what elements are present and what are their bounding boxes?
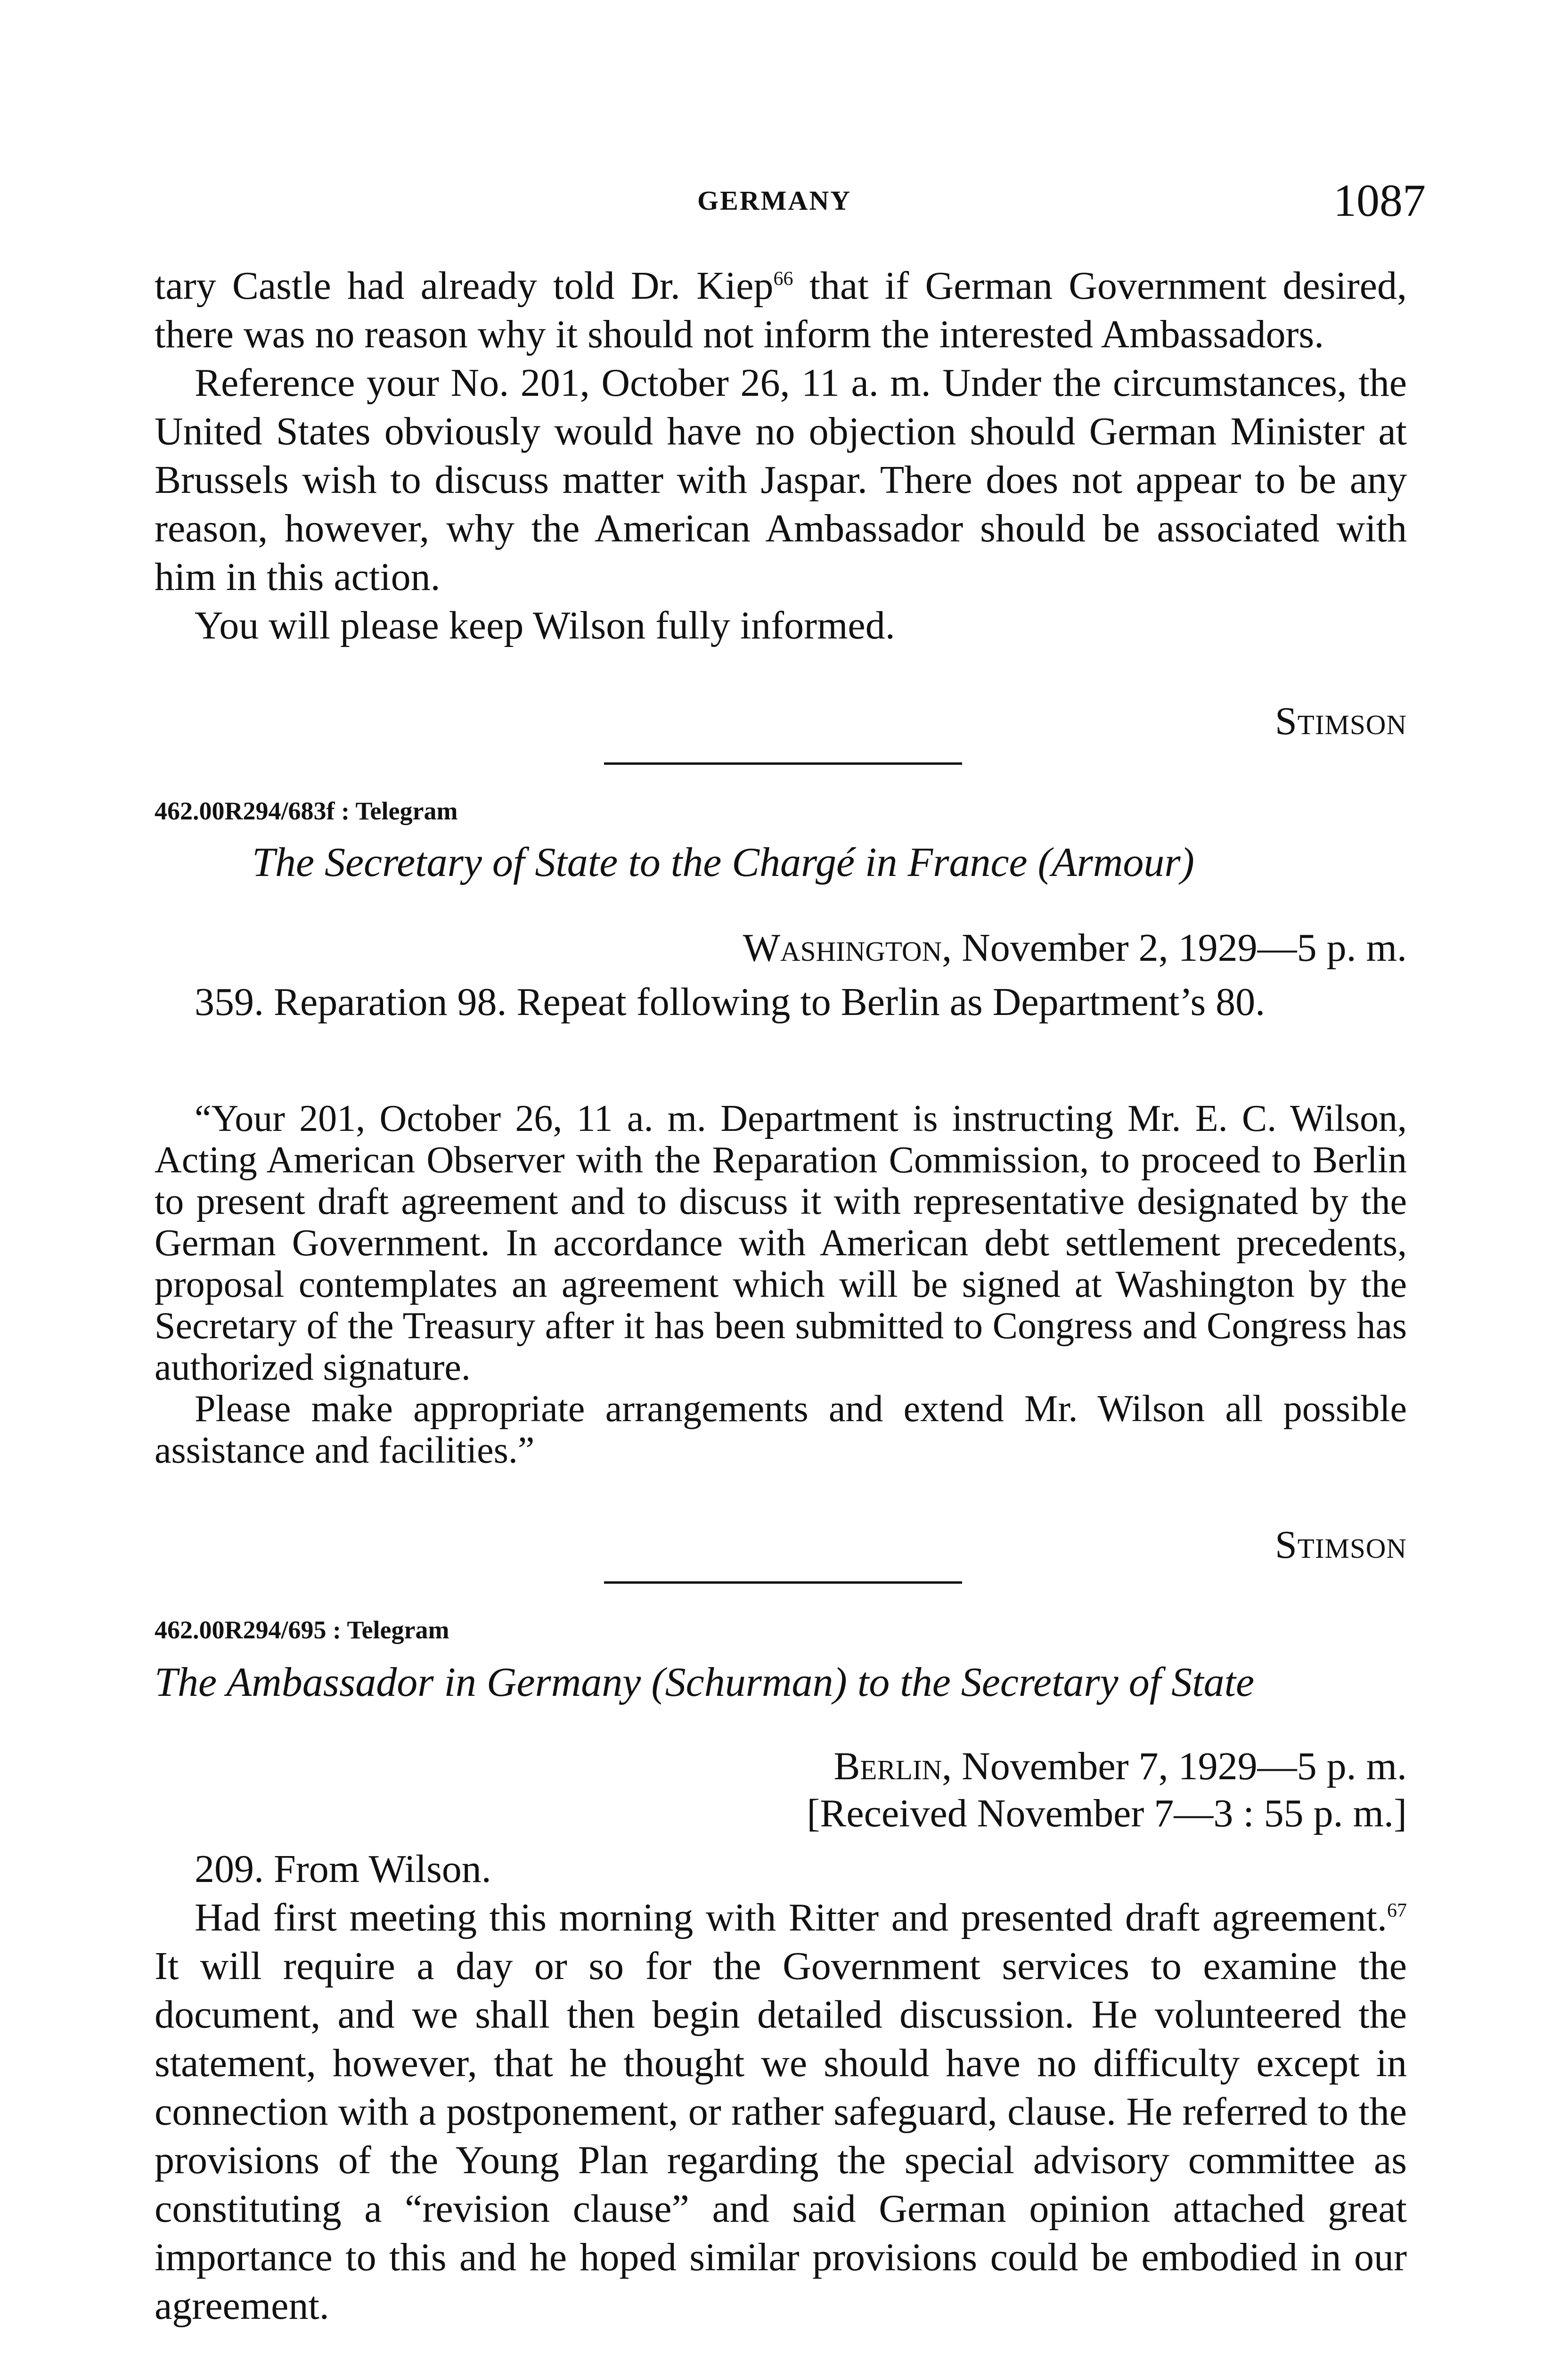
page-number: 1087	[1333, 175, 1426, 226]
quote-paragraph: Please make appropriate arrangements and extend Mr. Wilson all possible assistance and facilities.”	[155, 1388, 1407, 1471]
dateline-date: , November 7, 1929—5 p. m.	[942, 1744, 1407, 1788]
document-title: The Ambassador in Germany (Schurman) to the Secretary of State	[155, 1660, 1255, 1705]
paragraph: 209. From Wilson.	[195, 1847, 491, 1891]
telegram-body	[155, 1845, 1407, 2330]
telegram-body	[155, 978, 1407, 1026]
paragraph: Reference your No. 201, October 26, 11 a. m. Under the circumstances, the United States obviously would have no objection should German Minister at Brussels wish to discuss matter with Jaspar. There does not appear to be any reason, however, why the American Ambassador should be associated with him in this action.	[155, 361, 1407, 599]
paragraph: 359. Reparation 98. Repeat following to Berlin as Department’s 80.	[195, 980, 1266, 1024]
separator-rule	[604, 1581, 962, 1584]
signature: Stimson	[1275, 699, 1407, 743]
dateline-date: , November 2, 1929—5 p. m.	[942, 926, 1407, 970]
document-title: The Secretary of State to the Chargé in France (Armour)	[252, 840, 1194, 885]
footnote-ref-67[interactable]: 67	[1387, 1900, 1407, 1922]
running-title: GERMANY	[697, 185, 852, 216]
separator-rule	[604, 762, 962, 765]
paragraph-text: Had first meeting this morning with Ritter and presented draft agreement.	[195, 1896, 1387, 1939]
file-number: 462.00R294/695 : Telegram	[155, 1616, 449, 1644]
received-line: [Received November 7—3 : 55 p. m.]	[807, 1792, 1407, 1835]
signature: Stimson	[1275, 1523, 1407, 1567]
quoted-telegram	[155, 1098, 1407, 1471]
dateline	[612, 925, 1407, 971]
section-continuation	[155, 262, 1407, 650]
paragraph: You will please keep Wilson fully informed.	[195, 604, 895, 647]
dateline	[612, 1743, 1407, 1789]
footnote-ref-66[interactable]: 66	[773, 268, 793, 290]
paragraph-text: tary Castle had already told Dr. Kiep	[155, 264, 774, 308]
dateline-place: Berlin	[833, 1744, 942, 1788]
quote-paragraph: “Your 201, October 26, 11 a. m. Department is instructing Mr. E. C. Wilson, Acting American Observer with the Reparation Commission, to proceed to Berlin to present draft agreement and to discuss it with representative designated by the German Government. In accordance with American debt settlement precedents, proposal contemplates an agreement which will be signed at Washington by the Secretary of the Treasury after it has been submitted to Congress and Congress has authorized signature.	[155, 1098, 1407, 1388]
paragraph-text: It will require a day or so for the Government services to examine the document, and we shall then begin detailed discussion. He volunteered the statement, however, that he thought we should have no difficulty except in connection with a postponement, or rather safeguard, clause. He referred to the provisions of the Young Plan regarding the special advisory committee as constituting a “revision clause” and said German opinion attached great importance to this and he hoped similar provisions could be embodied in our agreement.	[155, 1944, 1407, 2328]
dateline-place: Washington	[743, 926, 942, 970]
paragraph	[155, 1893, 1407, 2330]
file-number: 462.00R294/683f : Telegram	[155, 797, 458, 825]
paragraph-text: that if German Government desired, there was no reason why it should not inform the interested Ambassadors.	[155, 264, 1407, 356]
continuation-paragraph	[155, 262, 1407, 359]
